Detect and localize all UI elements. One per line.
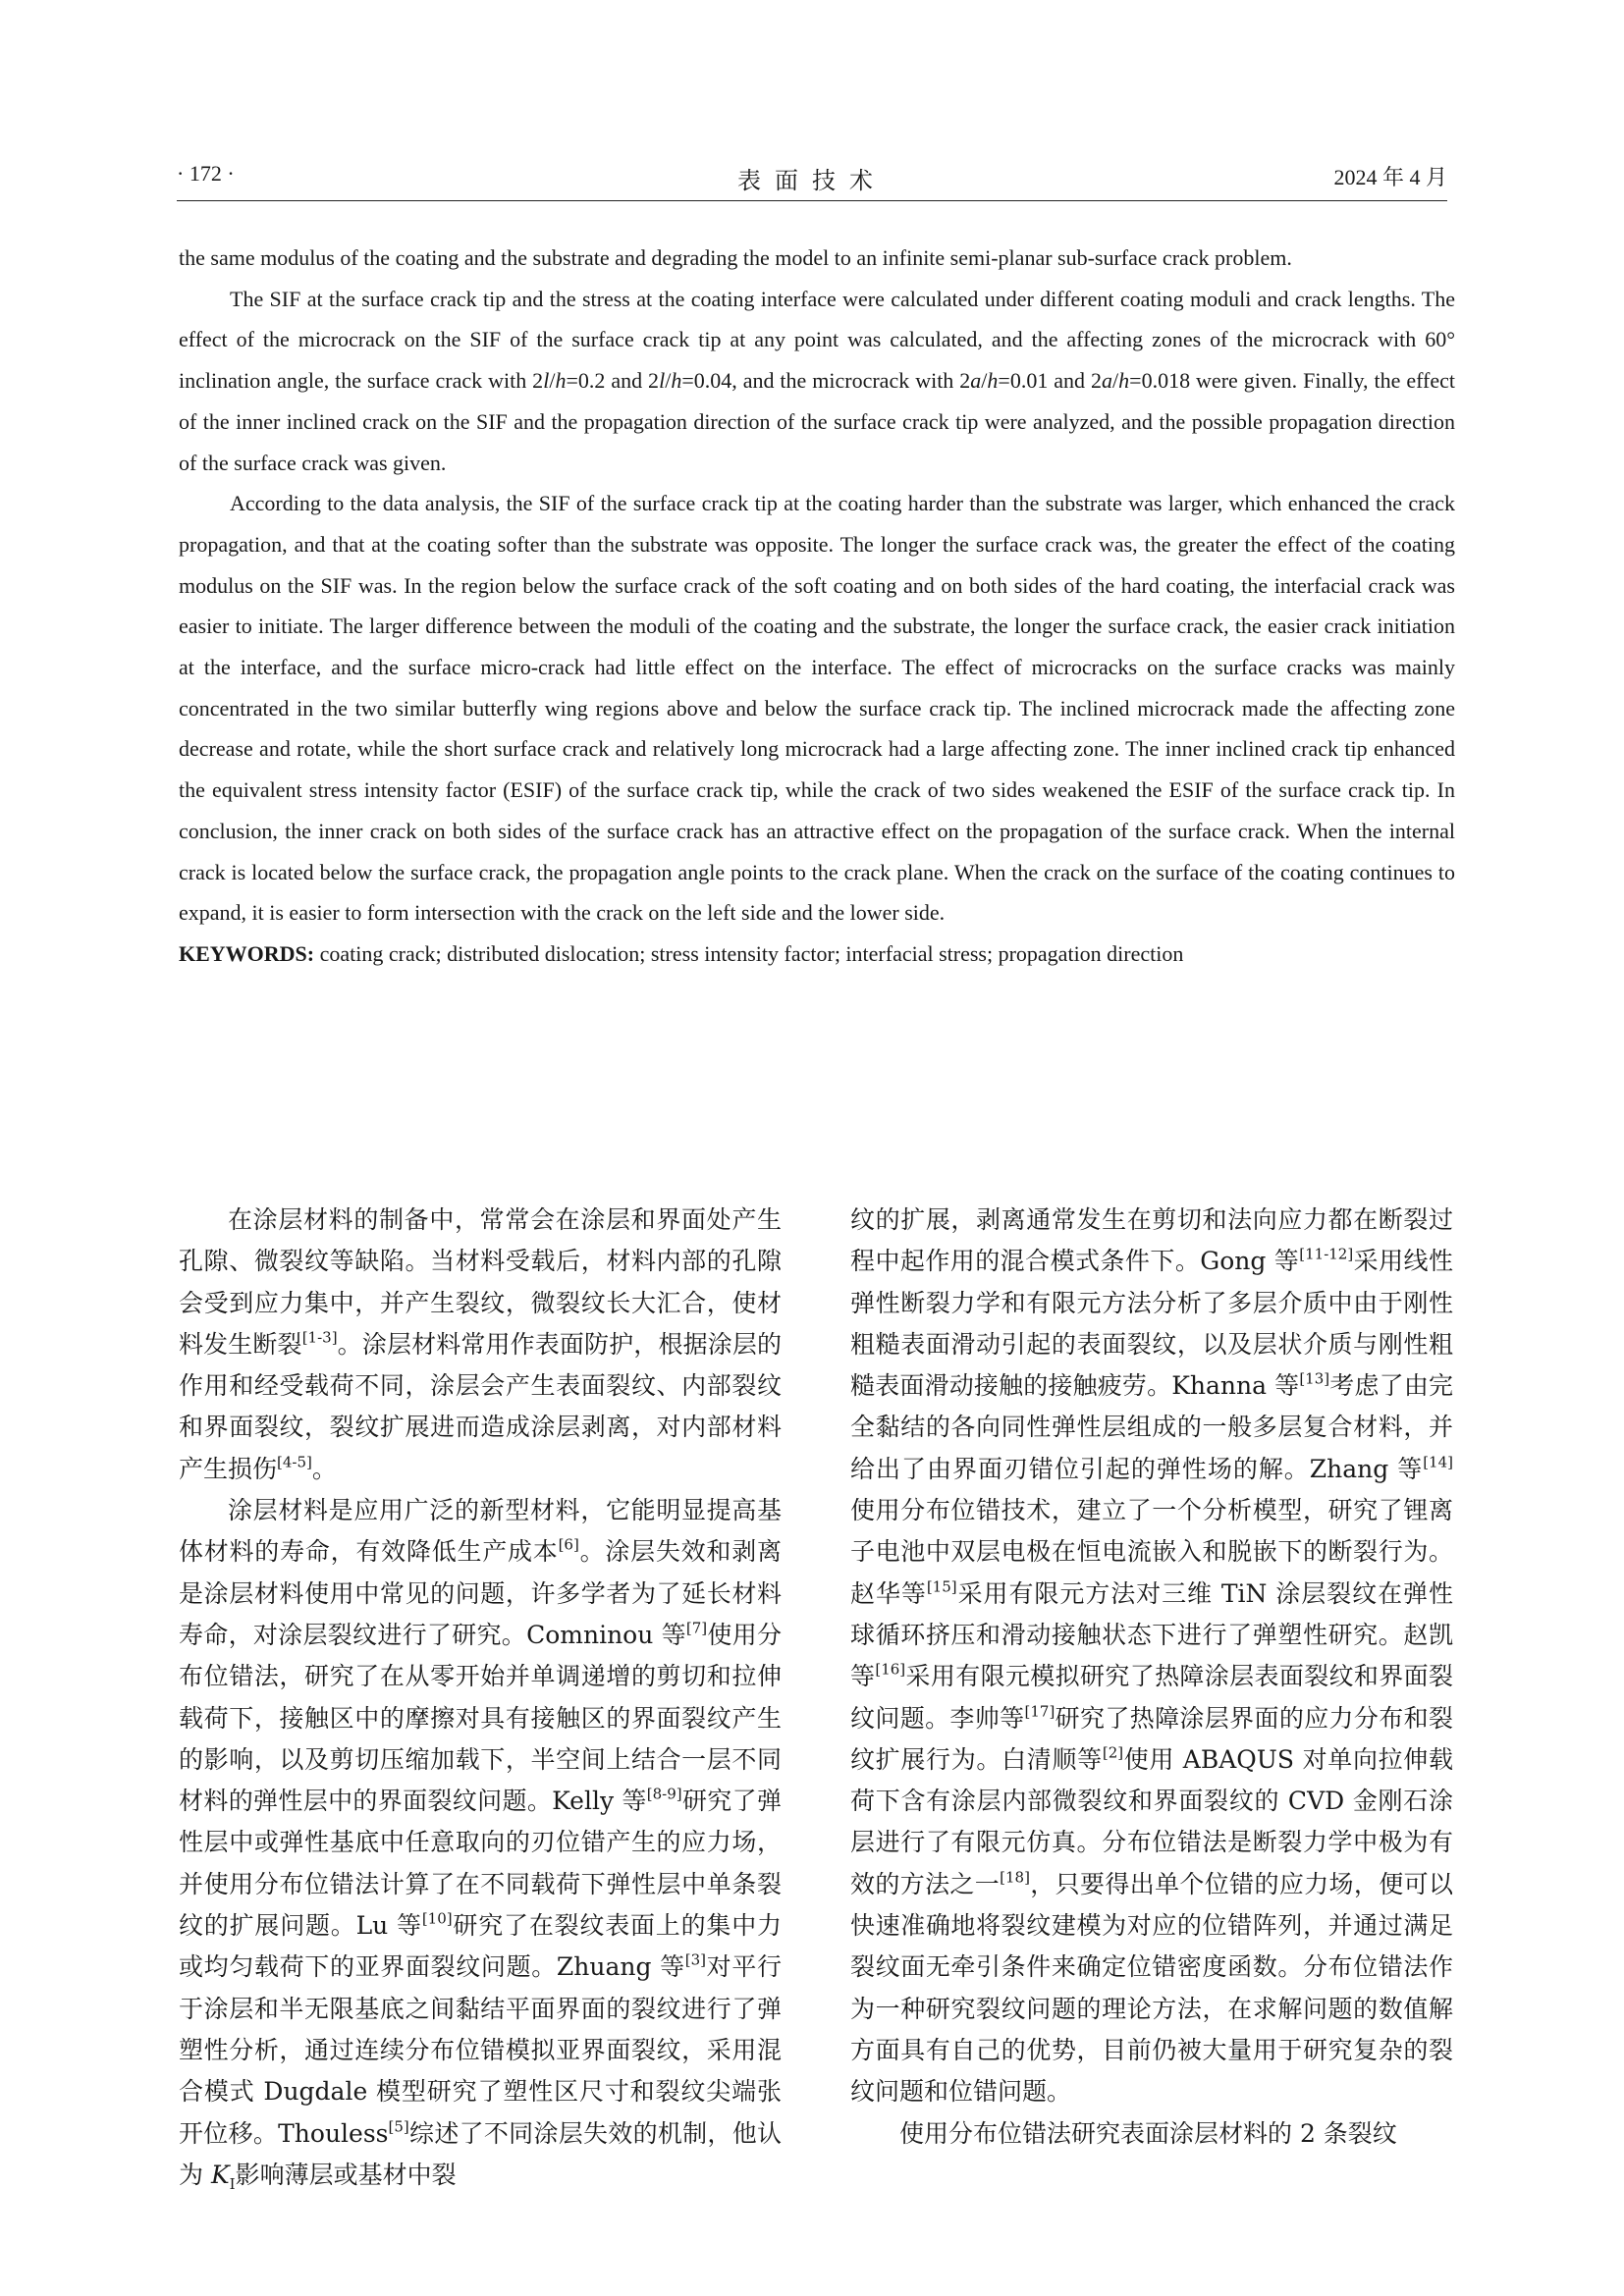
abstract-paragraph: According to the data analysis, the SIF of the surface crack tip at the coating harder than the substrate was larger, which enhanced the crack propagation, and that at the coating softer than the substrate was opposite. The longer the surface crack was, the greater the effect of the coating modulus on the SIF was. In the region below the surface crack of the soft coating and on both sides of the hard coating, the interfacial crack was easier to initiate. The larger difference between the moduli of the coating and the substrate, the longer the surface crack, the easier crack initiation at the interface, and the surface micro-crack had little effect on the interface. The effect of microcracks on the surface cracks was mainly concentrated in the two similar butterfly wing regions above and below the surface crack tip. The inclined microcrack made the affecting zone decrease and rotate, while the short surface crack and relatively long microcrack had a large affecting zone. The inner inclined crack tip enhanced the equivalent stress intensity factor (ESIF) of the surface crack tip, while the crack of two sides weakened the ESIF of the surface crack tip. In conclusion, the inner crack on both sides of the surface crack has an attractive effect on the propagation of the surface crack. When the internal crack is located below the surface crack, the propagation angle points to the crack plane. When the crack on the surface of the coating continues to expand, it is easier to form intersection with the crack on the left side and the lower side. [179, 491, 1455, 926]
citation: [3] [684, 1950, 707, 1969]
issue-date: 2024 年 4 月 [1333, 165, 1447, 189]
abstract-paragraph: the same modulus of the coating and the substrate and degrading the model to an infinite semi-planar sub-surface crack problem. [179, 245, 1292, 270]
keywords-text: coating crack; distributed dislocation; stress intensity factor; interfacial stress; propagation direction [314, 940, 1184, 966]
citation: [18] [1000, 1868, 1030, 1887]
page-number: · 172 · [177, 161, 235, 186]
citation: [16] [875, 1660, 906, 1679]
citation: [1-3] [301, 1328, 338, 1347]
journal-title: 表面技术 [737, 169, 887, 194]
citation: [2] [1102, 1743, 1124, 1762]
body-paragraph: 在涂层材料的制备中，常常会在涂层和界面处产生孔隙、微裂纹等缺陷。当材料受载后，材料内部的孔隙会受到应力集中，并产生裂纹，微裂纹长大汇合，使材料发生断裂[1-3]。涂层材料常用作表面防护，根据涂层的作用和经受载荷不同，涂层会产生表面裂纹、内部裂纹和界面裂纹，裂纹扩展进而造成涂层剥离，对内部材料产生损伤[4-5]。 [179, 1205, 782, 1483]
citation: [5] [388, 2117, 409, 2136]
citation: [7] [685, 1619, 708, 1637]
keywords-label: KEYWORDS: [179, 940, 315, 966]
running-header [177, 161, 1447, 196]
citation: [17] [1024, 1702, 1056, 1721]
citation: [6] [558, 1535, 579, 1554]
citation: [8-9] [646, 1785, 682, 1803]
body-paragraph: 涂层材料是应用广泛的新型材料，它能明显提高基体材料的寿命，有效降低生产成本[6]。涂层失效和剥离是涂层材料使用中常见的问题，许多学者为了延长材料寿命，对涂层裂纹进行了研究。Comninou 等[7]使用分布位错法，研究了在从零开始并单调递增的剪切和拉伸载荷下，接触区中的摩擦对具有接触区的界面裂纹产生的影响，以及剪切压缩加载下，半空间上结合一层不同材料的弹性层中的界面裂纹问题。Kelly 等[8-9]研究了弹性层中或弹性基底中任意取向的刃位错产生的应力场，并使用分布位错法计算了在不同载荷下弹性层中单条裂纹的扩展问题。Lu 等[10]研究了在裂纹表面上的集中力或均匀载荷下的亚界面裂纹问题。Zhuang 等[3]对平行于涂层和半无限基底之间黏结平面界面的裂纹进行了弹塑性分析，通过连续分布位错模拟亚界面裂纹，采用混合模式 Dugdale 模型研究了塑性区尺寸和裂纹尖端张开位移。Thouless[5]综述了不同涂层失效的机制，他认为 $K_I$影响薄层或基材中裂 [179, 1496, 782, 2193]
citation: [14] [1423, 1453, 1453, 1471]
header-rule [177, 200, 1447, 201]
citation: [4-5] [277, 1453, 312, 1471]
body-paragraph: 纹的扩展，剥离通常发生在剪切和法向应力都在断裂过程中起作用的混合模式条件下。Gong 等[11-12]采用线性弹性断裂力学和有限元方法分析了多层介质中由于刚性粗糙表面滑动引起的表面裂纹，以及层状介质与刚性粗糙表面滑动接触的接触疲劳。Khanna 等[13]考虑了由完全黏结的各向同性弹性层组成的一般多层复合材料，并给出了由界面刃错位引起的弹性场的解。Zhang 等[14]使用分布位错技术，建立了一个分析模型，研究了锂离子电池中双层电极在恒电流嵌入和脱嵌下的断裂行为。赵华等[15]采用有限元方法对三维 TiN 涂层裂纹在弹性球循环挤压和滑动接触状态下进行了弹塑性研究。赵凯等[16]采用有限元模拟研究了热障涂层表面裂纹和界面裂纹问题。李帅等[17]研究了热障涂层界面的应力分布和裂纹扩展行为。白清顺等[2]使用 ABAQUS 对单向拉伸载荷下含有涂层内部微裂纹和界面裂纹的 CVD 金刚石涂层进行了有限元仿真。分布位错法是断裂力学中极为有效的方法之一[18]，只要得出单个位错的应力场，便可以快速准确地将裂纹建模为对应的位错阵列，并通过满足裂纹面无牵引条件来确定位错密度函数。分布位错法作为一种研究裂纹问题的理论方法，在求解问题的数值解方面具有自己的优势，目前仍被大量用于研究复杂的裂纹问题和位错问题。 [850, 1205, 1453, 2107]
body-column-right [850, 1200, 1453, 2155]
body-column-left [179, 1200, 782, 2196]
body-paragraph: 使用分布位错法研究表面涂层材料的 2 条裂纹 [899, 2118, 1397, 2148]
abstract-paragraph: The SIF at the surface crack tip and the stress at the coating interface were calculated under different coating moduli and crack lengths. The effect of the microcrack on the SIF of the surface crack tip at any point was calculated, and the affecting zones of the microcrack with 60° inclination angle, the surface crack with 2l/h=0.2 and 2l/h=0.04, and the microcrack with 2a/h=0.01 and 2a/h=0.018 were given. Finally, the effect of the inner inclined crack on the SIF and the propagation direction of the surface crack tip were analyzed, and the possible propagation direction of the surface crack was given. [179, 286, 1455, 475]
keywords-line [179, 934, 1455, 975]
english-abstract [179, 238, 1455, 975]
citation: [11-12] [1299, 1245, 1354, 1263]
math-symbol: K [210, 2160, 230, 2189]
citation: [10] [421, 1909, 453, 1928]
citation: [15] [926, 1577, 957, 1596]
citation: [13] [1299, 1369, 1330, 1388]
